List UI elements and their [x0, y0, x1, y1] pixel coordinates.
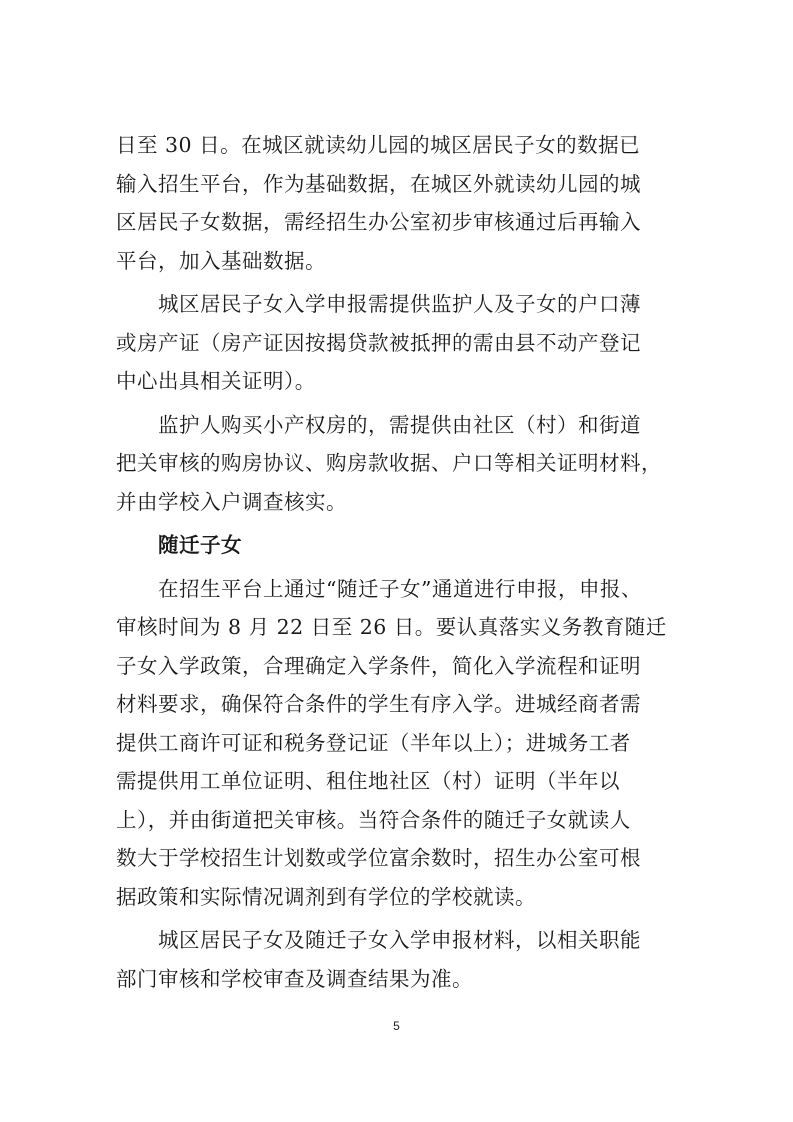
text-line: 城区居民子女入学申报需提供监护人及子女的户口薄	[158, 292, 641, 316]
paragraph	[116, 570, 676, 917]
text-line: 并由学校入户调查核实。	[116, 489, 347, 514]
heading-text: 随迁子女	[158, 533, 242, 557]
text-line: 部门审核和学校审查及调查结果为准。	[116, 966, 473, 991]
paragraph	[116, 126, 676, 280]
text-line: 材料要求，确保符合条件的学生有序入学。进城经商者需	[116, 692, 641, 716]
text-line: 平台，加入基础数据。	[116, 248, 326, 273]
text-line: 输入招生平台，作为基础数据，在城区外就读幼儿园的城	[116, 171, 641, 196]
section-heading	[116, 526, 676, 565]
page-number: 5	[393, 1019, 400, 1033]
text-line: 区居民子女数据，需经招生办公室初步审核通过后再输入	[116, 210, 641, 234]
text-line: 数大于学校招生计划数或学位富余数时，招生办公室可根	[116, 846, 641, 870]
document-body	[116, 126, 676, 998]
text-line: 上），并由街道把关审核。当符合条件的随迁子女就读人	[116, 807, 631, 832]
text-line: 提供工商许可证和税务登记证（半年以上）；进城务工者	[116, 730, 631, 755]
text-line: 据政策和实际情况调剂到有学位的学校就读。	[116, 884, 536, 909]
text-line: 城区居民子女及随迁子女入学申报材料，以相关职能	[158, 928, 641, 952]
text-line: 把关审核的购房协议、购房款收据、户口等相关证明材料，	[116, 451, 662, 475]
text-line: 审核时间为 8 月 22 日至 26 日。要认真落实义务教育随迁	[116, 615, 667, 639]
text-line: 需提供用工单位证明、租住地社区（村）证明（半年以	[116, 769, 620, 793]
text-line: 或房产证（房产证因按揭贷款被抵押的需由县不动产登记	[116, 330, 641, 355]
paragraph	[116, 406, 676, 522]
text-line: 在招生平台上通过“随迁子女”通道进行申报，申报、	[158, 576, 642, 601]
text-line: 中心出具相关证明）。	[116, 369, 316, 393]
text-line: 监护人购买小产权房的，需提供由社区（村）和街道	[158, 412, 641, 437]
text-line: 日至 30 日。在城区就读幼儿园的城区居民子女的数据已	[116, 133, 641, 157]
paragraph	[116, 285, 676, 401]
paragraph	[116, 921, 676, 998]
text-line: 子女入学政策，合理确定入学条件，简化入学流程和证明	[116, 653, 641, 678]
